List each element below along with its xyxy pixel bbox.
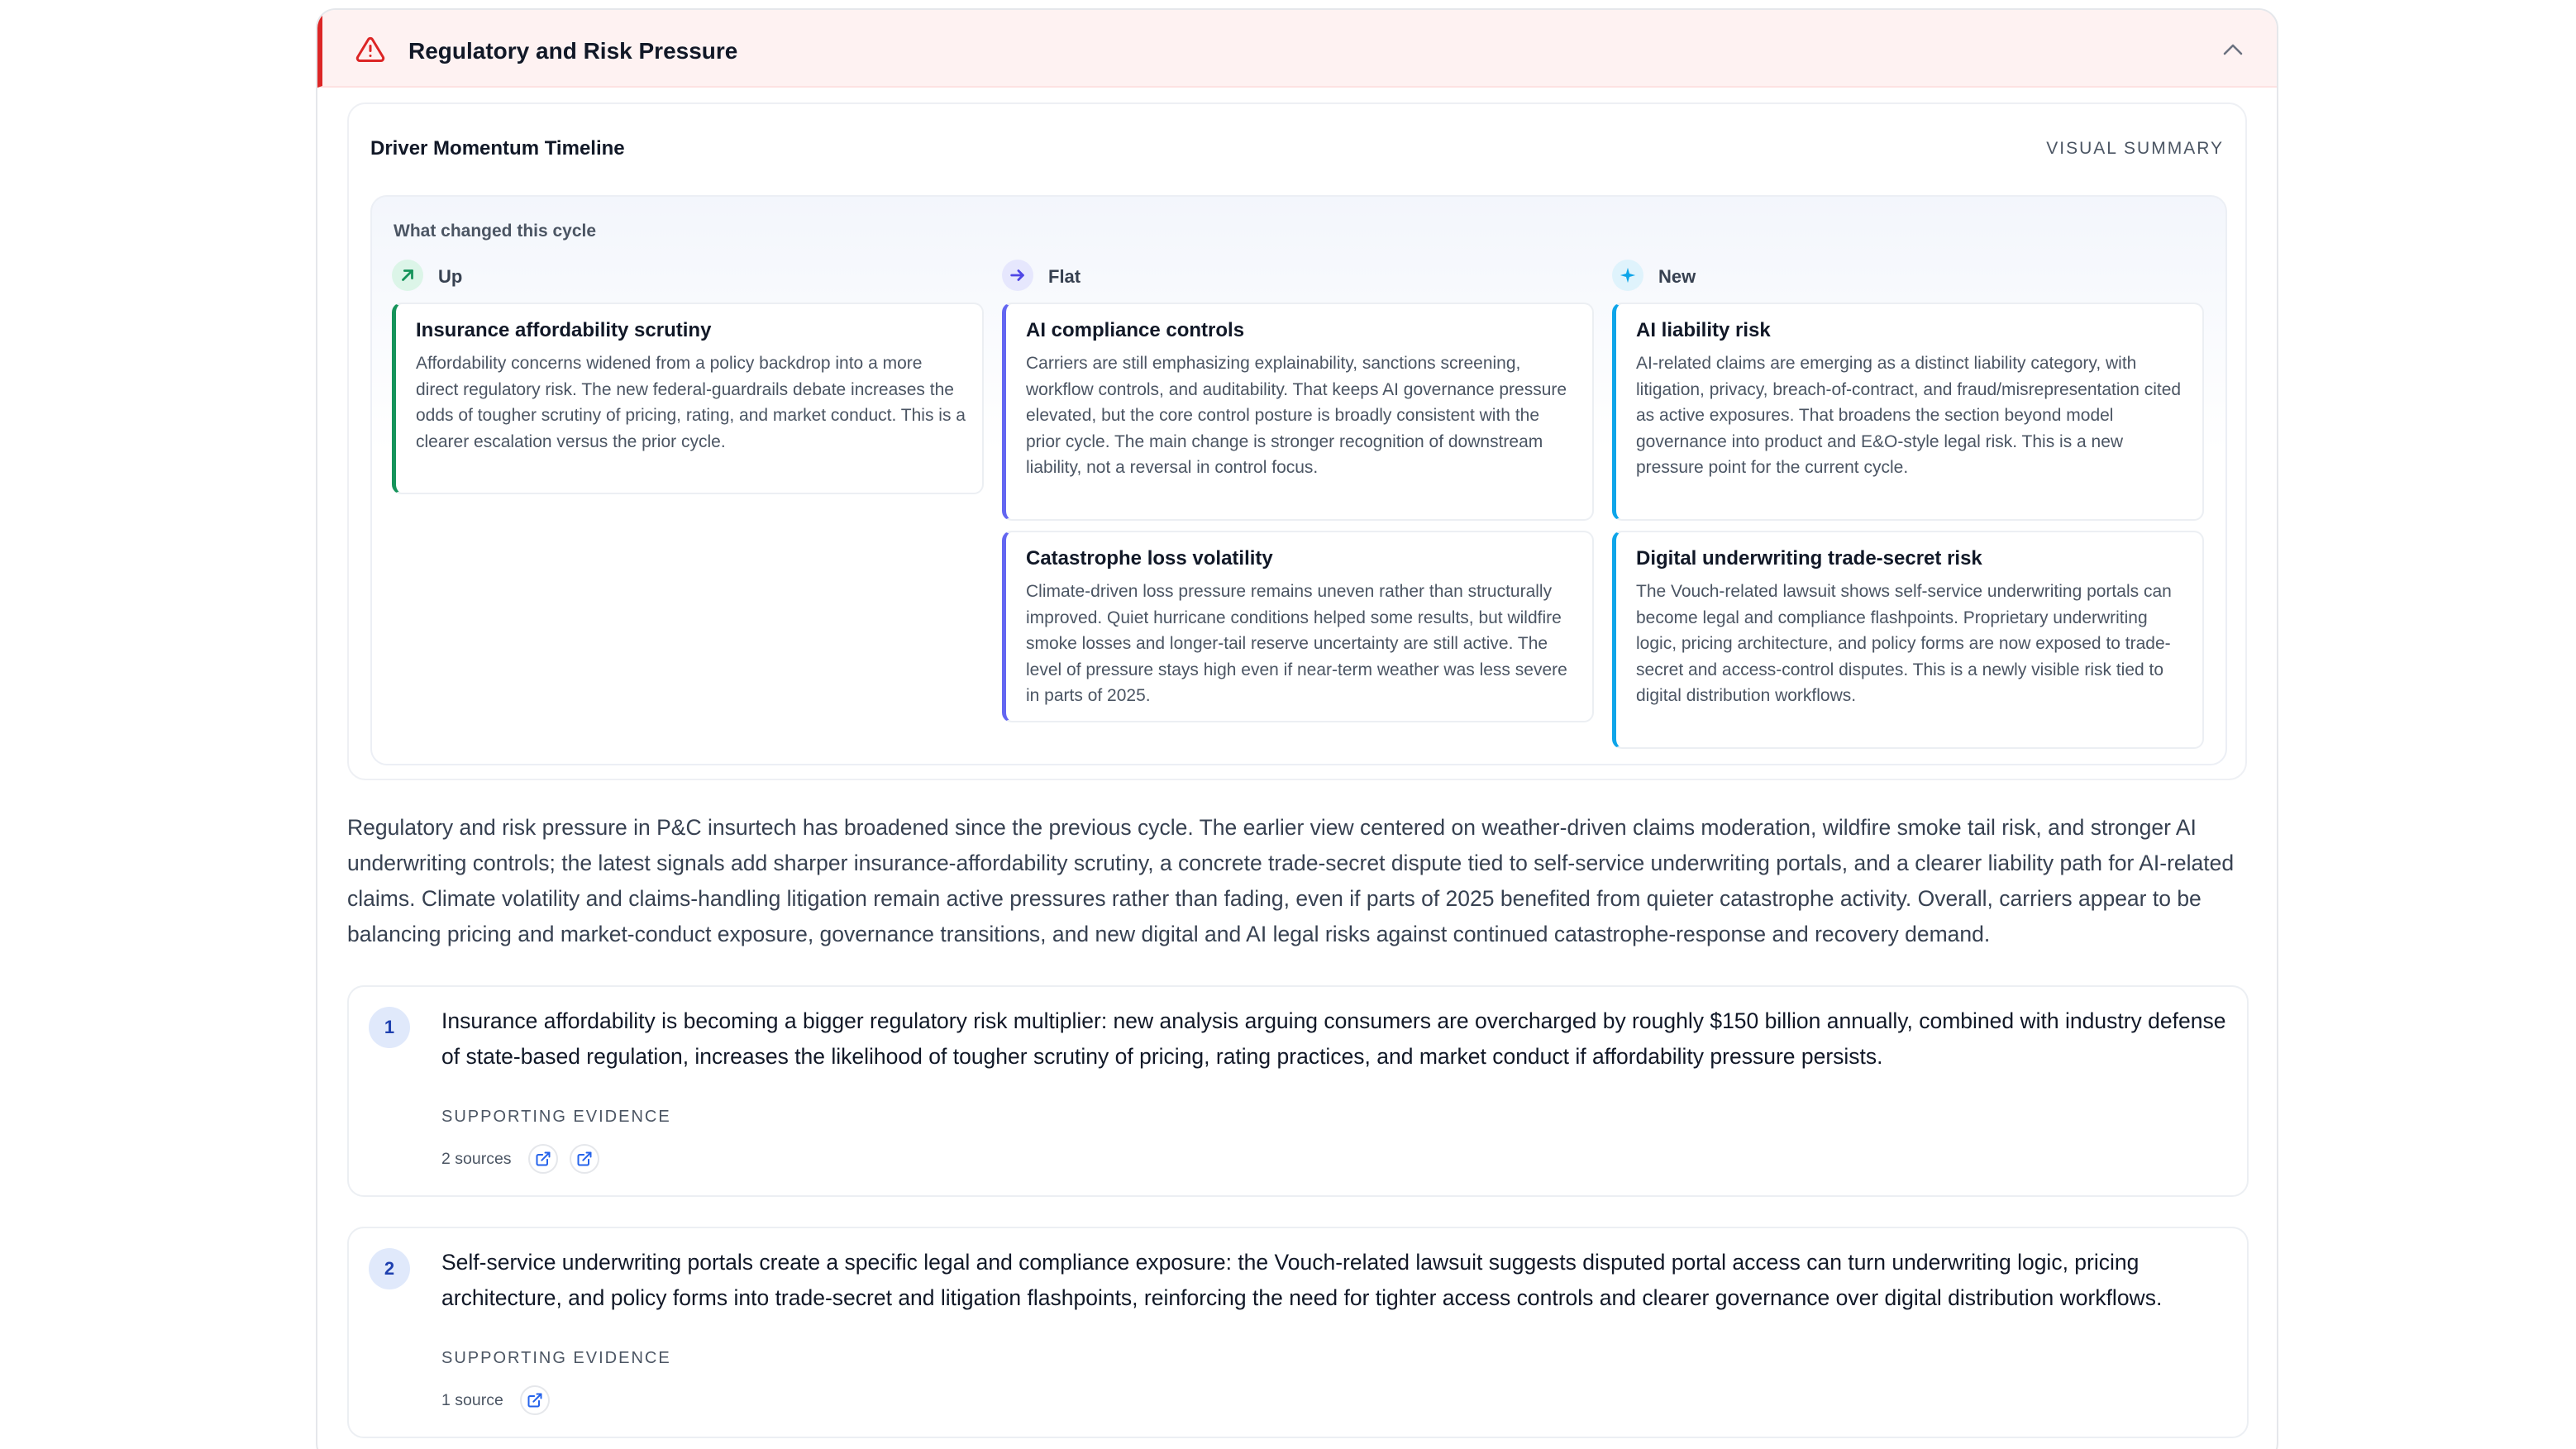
visual-summary-label: VISUAL SUMMARY [2046,139,2224,158]
finding-text: Insurance affordability is becoming a bigger regulatory risk multiplier: new analysis arguing consumers are overcharged by roughly $150 billion annually, combined with industry defense of state-based regulation, increases the likelihood of tougher scrutiny of pricing, rating practices, and market conduct if affordability pressure persists. [441,1008,2226,1069]
arrow-up-right-icon [392,260,423,291]
section-summary: Regulatory and risk pressure in P&C insurtech has broadened since the previous cycle. The earlier view centered on weather-driven claims moderation, wildfire smoke tail risk, and stronger AI underwriting controls; the latest signals add sharper insurance-affordability scrutiny, a concrete trade-secret dispute tied to self-service underwriting portals, and a clearer liability path for AI-related claims. Climate volatility and claims-handling litigation remain active pressures rather than fading, even if parts of 2025 benefited from quieter catastrophe activity. Overall, carriers appear to be balancing pricing and market-conduct exposure, governance transitions, and new digital and AI legal risks against continued catastrophe-response and recovery demand. [347,815,2235,946]
external-link-icon[interactable] [528,1144,558,1174]
driver-card-body: The Vouch-related lawsuit shows self-service underwriting portals can become legal and compliance flashpoints. Proprietary underwriting logic, pricing architecture, and policy forms are now exposed to trade-secret and access-control disputes. This is a newly visible risk tied to digital distribution workflows. [1636,582,2172,705]
driver-card-body: Affordability concerns widened from a policy backdrop into a more direct regulatory risk. The new federal-guardrails debate increases the odds of tougher scrutiny of pricing, rating, and market conduct. This is a clearer escalation versus the prior cycle. [416,354,966,451]
driver-card [1612,531,2204,749]
sources-count: 2 sources [441,1149,512,1168]
finding-number: 1 [369,1007,410,1048]
column-label-up: Up [438,266,463,287]
driver-card-title: AI compliance controls [1026,319,1245,341]
arrow-right-icon [1002,260,1033,291]
what-changed-panel [370,195,2227,765]
warning-triangle-icon [355,35,385,64]
driver-card-title: AI liability risk [1636,319,1771,341]
sparkle-icon [1612,260,1643,291]
driver-card [392,303,984,494]
what-changed-label: What changed this cycle [394,222,597,241]
driver-card-body: Climate-driven loss pressure remains uneven rather than structurally improved. Quiet hurricane conditions helped some results, but wildfire smoke losses and longer-tail reserve uncertainty are still active. The level of pressure stays high even if near-term weather was less severe in parts of 2025. [1026,582,1567,705]
finding-text: Self-service underwriting portals create a specific legal and compliance exposure: the Vouch-related lawsuit suggests disputed portal access can turn underwriting logic, pricing architecture, and policy forms into trade-secret and litigation flashpoints, reinforcing the need for tighter access controls and clearer governance over digital distribution workflows. [441,1250,2163,1310]
sources-row [441,1144,599,1174]
driver-card-title: Catastrophe loss volatility [1026,547,1273,570]
external-link-icon[interactable] [520,1385,550,1415]
column-label-new: New [1658,266,1696,287]
column-label-flat: Flat [1048,266,1081,287]
section-title: Regulatory and Risk Pressure [408,38,738,64]
supporting-evidence-label: SUPPORTING EVIDENCE [441,1108,671,1126]
sources-row [441,1385,550,1415]
column-flat [1002,260,1594,705]
driver-card-body: Carriers are still emphasizing explainability, sanctions screening, workflow controls, and auditability. That keeps AI governance pressure elevated, but the core control posture is broadly consistent with the prior cycle. The main change is stronger recognition of downstream liability, not a reversal in control focus. [1026,354,1567,477]
finding-number: 2 [369,1248,410,1289]
driver-card-title: Insurance affordability scrutiny [416,319,712,341]
driver-card [1612,303,2204,521]
driver-card [1002,531,1594,722]
driver-momentum-timeline [347,102,2247,780]
external-link-icon[interactable] [570,1144,599,1174]
column-new [1612,260,2204,705]
chevron-up-icon[interactable] [2222,43,2244,56]
section-header[interactable] [317,10,2277,88]
column-up [392,260,984,451]
driver-card-title: Digital underwriting trade-secret risk [1636,547,1982,570]
regulatory-risk-section [316,8,2278,1449]
supporting-evidence-label: SUPPORTING EVIDENCE [441,1349,671,1367]
finding-card [347,1227,2249,1438]
driver-card [1002,303,1594,521]
timeline-title: Driver Momentum Timeline [370,137,625,160]
finding-card [347,985,2249,1197]
sources-count: 1 source [441,1390,503,1409]
driver-card-body: AI-related claims are emerging as a distinct liability category, with litigation, privacy, breach-of-contract, and fraud/misrepresentation cited as active exposures. That broadens the section beyond model governance into product and E&O-style legal risk. This is a new pressure point for the current cycle. [1636,354,2182,477]
